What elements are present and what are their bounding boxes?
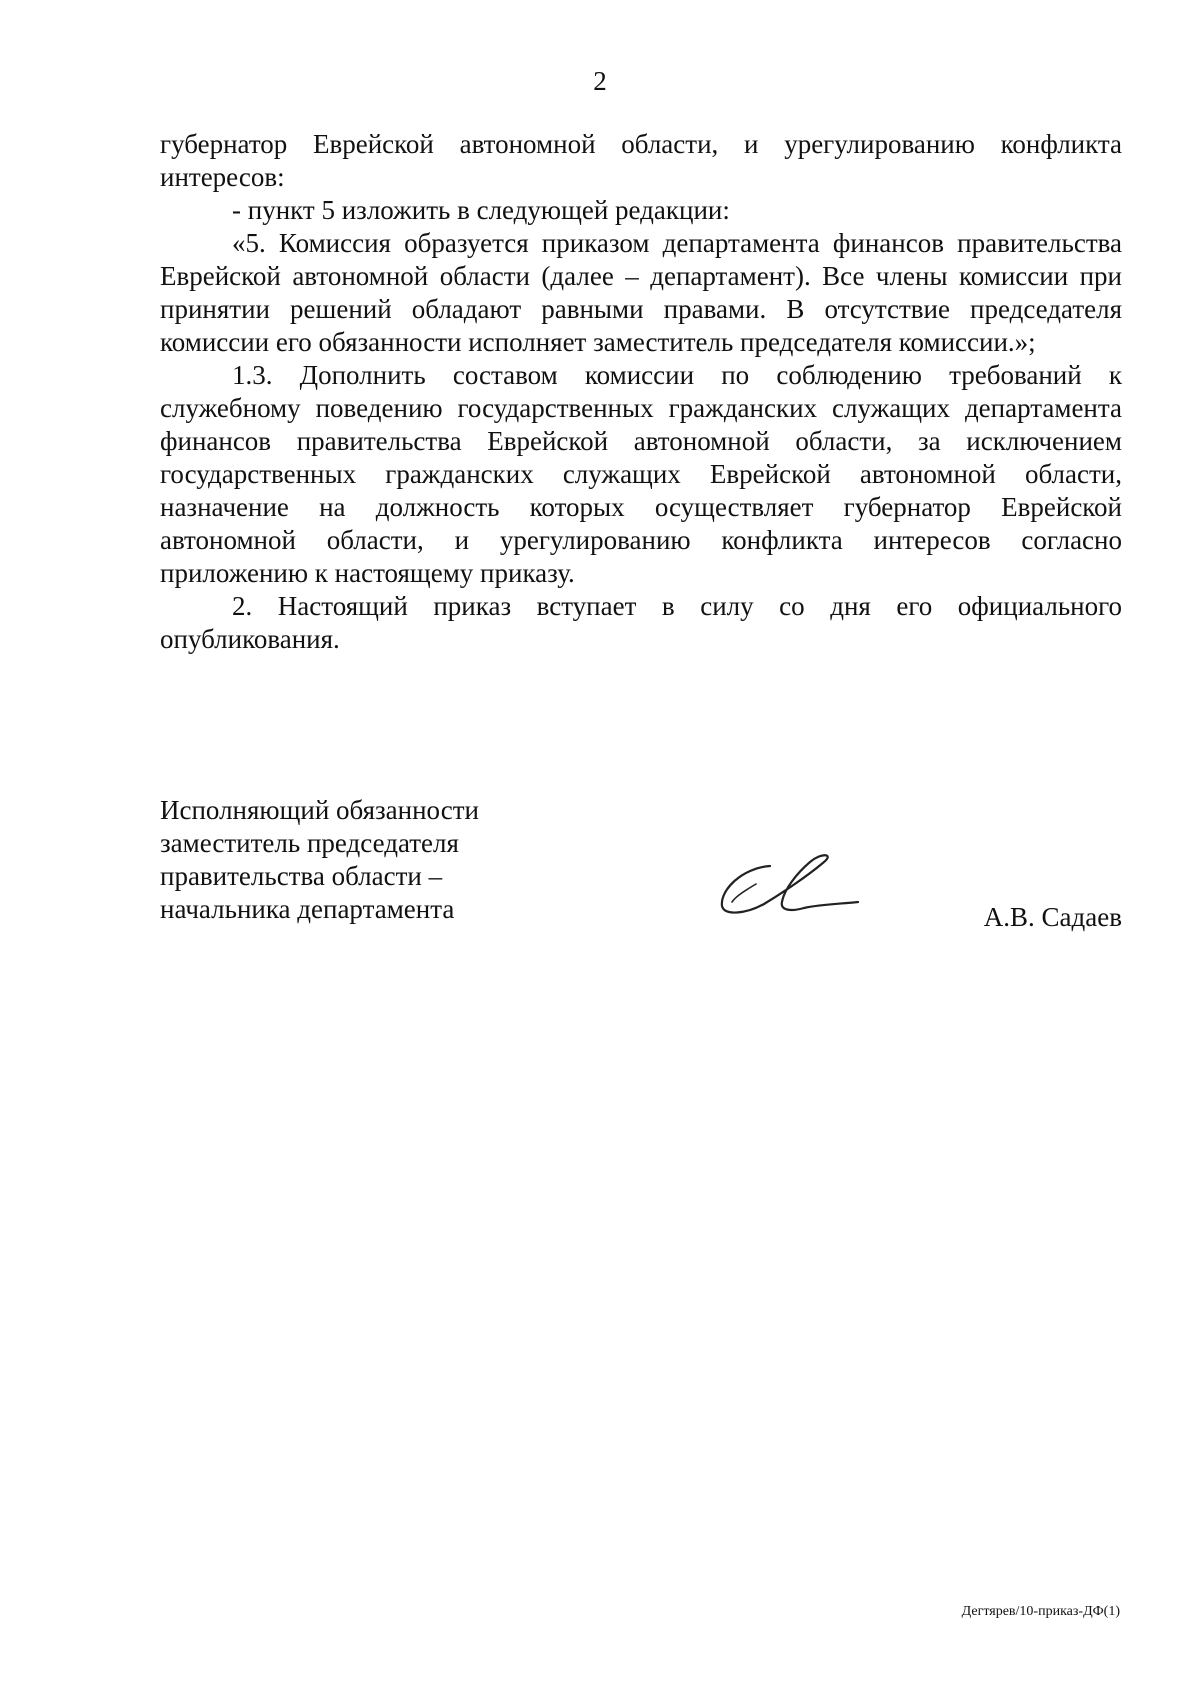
paragraph-item-2: 2. Настоящий приказ вступает в силу со дня его официального опубликования. — [160, 591, 1122, 654]
paragraph-item-1-3: 1.3. Дополнить составом комиссии по соблюдению требований к служебному поведению государственных гражданских служащих департамента финансов правительства Еврейской автономной области, за исключением государственных гражданских служащих Еврейской автономной области, назначение на должность которых осуществляет губернатор Еврейской автономной области, и урегулированию конфликта интересов согласно приложению к настоящему приказу. — [160, 360, 1122, 588]
document-body — [160, 128, 1122, 656]
page-number: 2 — [593, 66, 607, 96]
signatory-position-line: Исполняющий обязанности — [160, 795, 479, 825]
paragraph-continuation: губернатор Еврейской автономной области, и урегулированию конфликта интересов: — [160, 129, 1122, 192]
signatory-position-line: правительства области – — [160, 861, 443, 891]
signatory-position-line: заместитель председателя — [160, 828, 459, 858]
signatory-name: А.В. Садаев — [983, 902, 1122, 932]
signature-block — [160, 794, 1122, 934]
signatory-position — [160, 794, 580, 926]
paragraph-item-5-text: «5. Комиссия образуется приказом департамента финансов правительства Еврейской автономной области (далее – департамент). Все члены комиссии при принятии решений обладают равными правами. В отсутствие председателя комиссии его обязанности исполняет заместитель председателя комиссии.»; — [160, 228, 1122, 357]
paragraph-item-5-intro: - пункт 5 изложить в следующей редакции: — [232, 195, 730, 225]
signatory-position-line: начальника департамента — [160, 894, 455, 924]
document-reference: Дегтярев/10-приказ-ДФ(1) — [961, 1604, 1120, 1619]
handwritten-signature — [712, 844, 862, 924]
